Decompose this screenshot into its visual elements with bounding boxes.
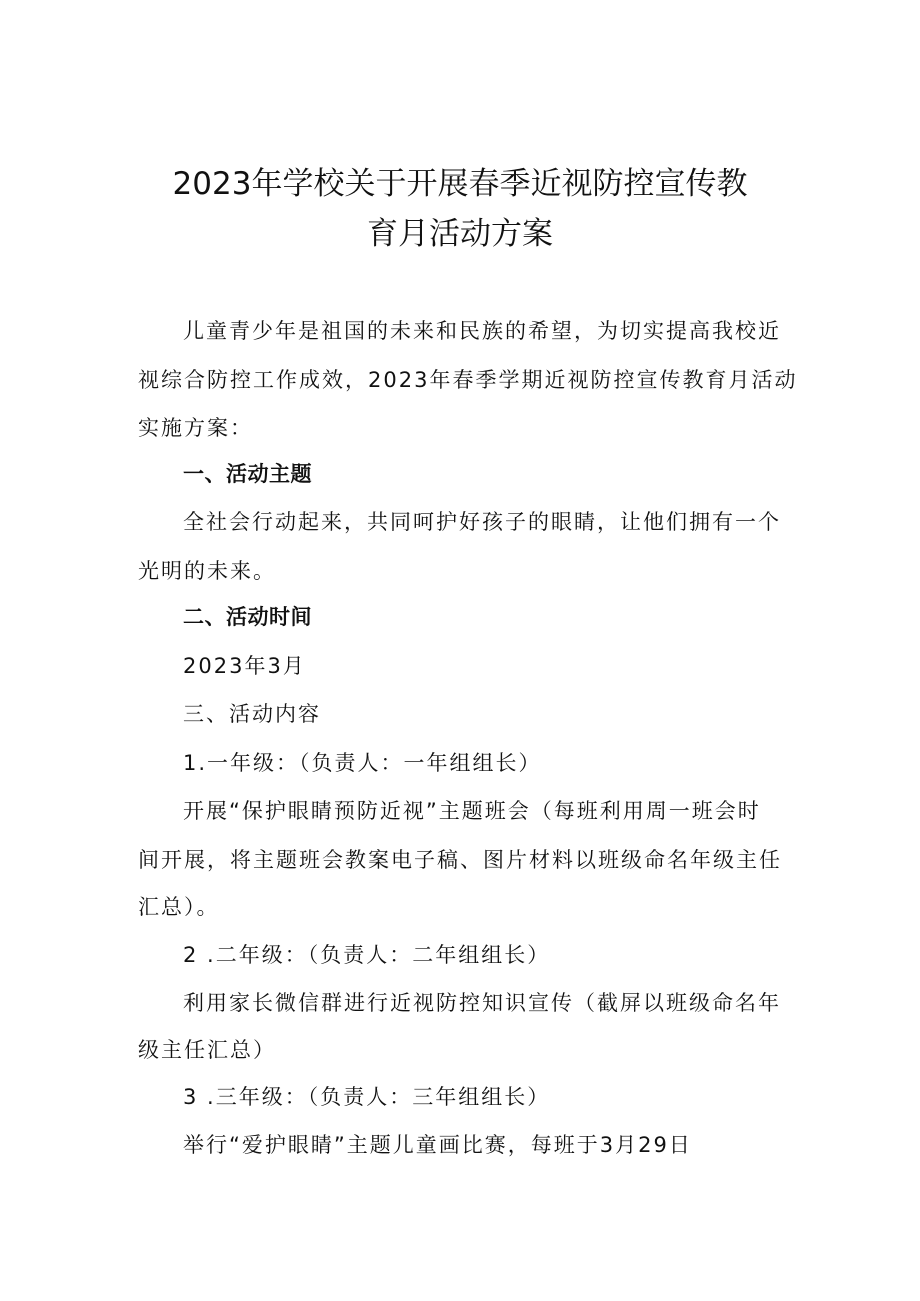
grade-three-heading: 3 .三年级：（负责人：三年组组长） <box>183 1085 551 1109</box>
theme-text-line-1: 全社会行动起来，共同呵护好孩子的眼睛，让他们拥有一个 <box>183 510 781 534</box>
section-heading-time: 二、活动时间 <box>183 605 312 629</box>
paragraph-intro-line-1: 儿童青少年是祖国的未来和民族的希望，为切实提高我校近 <box>183 319 781 343</box>
grade-two-text-line-2: 级主任汇总） <box>138 1038 276 1062</box>
grade-three-text-line-1: 举行“爱护眼睛”主题儿童画比赛，每班于3月29日 <box>183 1133 692 1157</box>
grade-one-heading: 1.一年级：（负责人：一年组组长） <box>183 751 542 775</box>
grade-two-heading: 2 .二年级：（负责人：二年组组长） <box>183 943 551 967</box>
grade-one-text-line-2: 间开展，将主题班会教案电子稿、图片材料以班级命名年级主任 <box>138 848 782 872</box>
grade-one-text-line-1: 开展“保护眼睛预防近视”主题班会（每班利用周一班会时 <box>183 799 761 823</box>
section-heading-content: 三、活动内容 <box>183 702 321 726</box>
paragraph-intro-line-2: 视综合防控工作成效，2023年春季学期近视防控宣传教育月活动 <box>138 368 798 392</box>
time-text: 2023年3月 <box>183 654 306 678</box>
grade-two-text-line-1: 利用家长微信群进行近视防控知识宣传（截屏以班级命名年 <box>183 991 781 1015</box>
document-title-line-2: 育月活动方案 <box>367 216 553 252</box>
paragraph-intro-line-3: 实施方案： <box>138 416 253 440</box>
grade-one-text-line-3: 汇总）。 <box>138 895 220 919</box>
theme-text-line-2: 光明的未来。 <box>138 559 276 583</box>
document-title-line-1: 2023年学校关于开展春季近视防控宣传教 <box>172 166 748 202</box>
section-heading-theme: 一、活动主题 <box>183 462 312 486</box>
